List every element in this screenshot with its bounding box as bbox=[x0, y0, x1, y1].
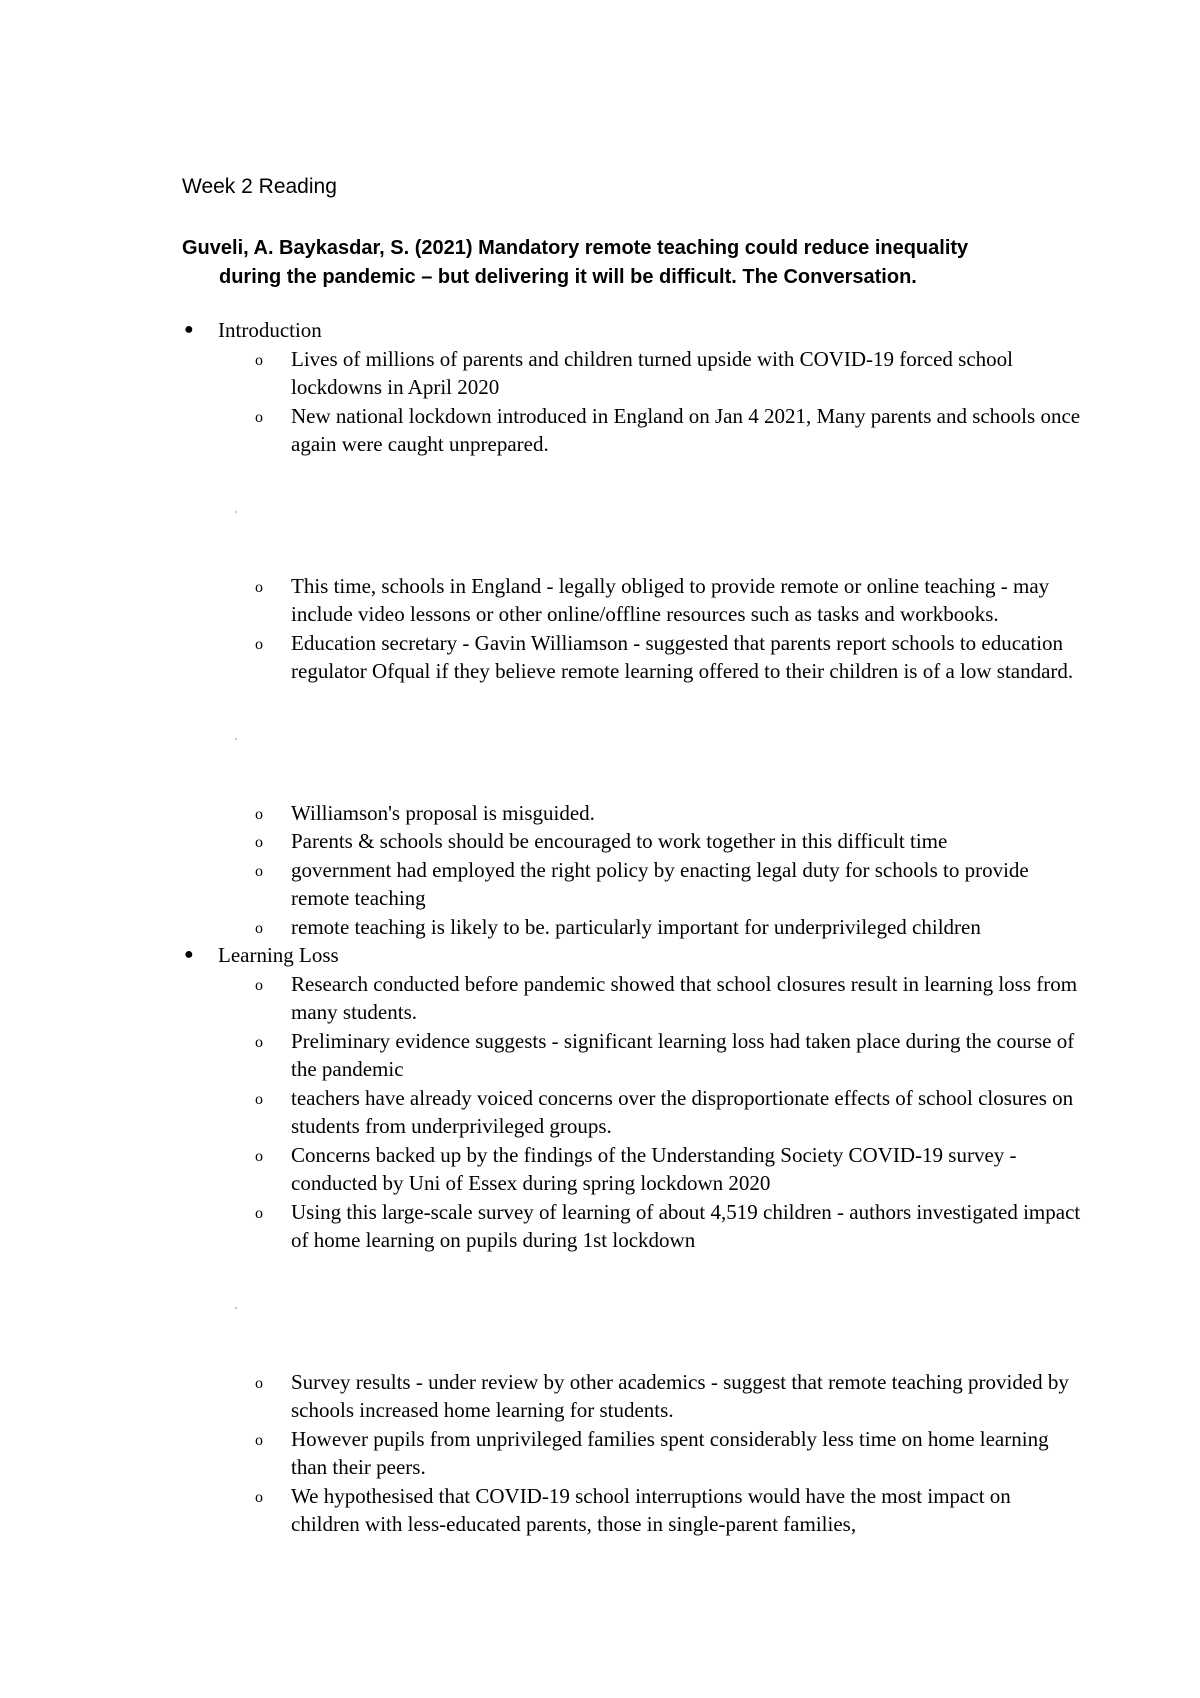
list-item: o Research conducted before pandemic showed that school closures result in learning loss from many students. bbox=[255, 971, 1078, 1024]
list-item: o Concerns backed up by the findings of the Understanding Society COVID-19 survey - conducted by Uni of Essex during spring lockdown 2020 bbox=[255, 1142, 1017, 1195]
image-gap bbox=[0, 686, 1200, 799]
sub-bullet-icon: o bbox=[255, 1488, 263, 1506]
list-item: o However pupils from unprivileged families spent considerably less time on home learning than their peers. bbox=[255, 1426, 1049, 1479]
bullet-icon: ● bbox=[184, 946, 194, 963]
sub-bullet-icon: o bbox=[255, 1374, 263, 1392]
list-item: o New national lockdown introduced in England on Jan 4 2021, Many parents and schools once again were caught unprepared. bbox=[255, 403, 1081, 456]
list-item: o Preliminary evidence suggests - significant learning loss had taken place during the course of the pandemic bbox=[255, 1028, 1075, 1081]
sub-bullet-icon: o bbox=[255, 578, 263, 596]
list-item: o Williamson's proposal is misguided. bbox=[0, 799, 1081, 828]
sub-bullet-icon: o bbox=[255, 805, 263, 823]
sub-bullet-icon: o bbox=[255, 834, 263, 851]
list-item: o Survey results - under review by other academics - suggest that remote teaching provided by schools increased home learning for students. bbox=[255, 1369, 1069, 1422]
sub-bullet-icon: o bbox=[255, 862, 263, 880]
list-item: o Education secretary - Gavin Williamson - suggested that parents report schools to education regulator Ofqual if they believe remote learning offered to their children is of a low standard. bbox=[255, 630, 1074, 683]
list-item: o Parents & schools should be encouraged to work together in this difficult time bbox=[0, 827, 1081, 856]
list-item: o This time, schools in England - legally obliged to provide remote or online teaching - may include video lessons or other online/offline resources such as tasks and workbooks. bbox=[255, 573, 1050, 626]
sub-bullet-icon: o bbox=[255, 1431, 263, 1449]
sub-bullet-icon: o bbox=[255, 635, 263, 653]
sub-bullet-icon: o bbox=[255, 1090, 263, 1108]
citation-line-1: Guveli, A. Baykasdar, S. (2021) Mandatory remote teaching could reduce inequality bbox=[182, 237, 969, 259]
section-heading: ● Introduction bbox=[0, 316, 1200, 345]
page-title: Week 2 Reading bbox=[182, 175, 337, 198]
bullet-icon: ● bbox=[184, 321, 194, 338]
gap-mark bbox=[235, 1307, 237, 1309]
sub-bullet-icon: o bbox=[255, 351, 263, 369]
list-item: o Using this large-scale survey of learning of about 4,519 children - authors investigated impact of home learning on pupils during 1st lockdown bbox=[255, 1199, 1081, 1252]
gap-mark bbox=[235, 511, 237, 513]
list-item: o teachers have already voiced concerns over the disproportionate effects of school closures on students from underprivileged groups. bbox=[255, 1085, 1074, 1138]
list-item: o remote teaching is likely to be. particularly important for underprivileged children bbox=[0, 913, 1081, 942]
sub-bullet-icon: o bbox=[255, 976, 263, 994]
list-item: o Lives of millions of parents and children turned upside with COVID-19 forced school lockdowns in April 2020 bbox=[255, 346, 1014, 399]
list-item: o We hypothesised that COVID-19 school interruptions would have the most impact on children with less-educated parents, those in single-parent families, bbox=[255, 1483, 1011, 1536]
list-item: o government had employed the right policy by enacting legal duty for schools to provide remote teaching bbox=[255, 857, 1029, 910]
notes-body bbox=[0, 316, 1200, 1539]
image-gap bbox=[0, 459, 1200, 572]
sub-bullet-icon: o bbox=[255, 408, 263, 426]
image-gap bbox=[0, 1255, 1200, 1368]
sub-bullet-icon: o bbox=[255, 1204, 263, 1222]
sub-bullet-icon: o bbox=[255, 919, 263, 937]
sub-bullet-icon: o bbox=[255, 1033, 263, 1051]
sub-bullet-icon: o bbox=[255, 1147, 263, 1165]
gap-mark bbox=[235, 738, 237, 740]
section-heading: ● Learning Loss bbox=[0, 941, 1200, 970]
citation bbox=[182, 234, 1062, 292]
citation-line-2: during the pandemic – but delivering it will be difficult. The Conversation. bbox=[219, 266, 917, 288]
